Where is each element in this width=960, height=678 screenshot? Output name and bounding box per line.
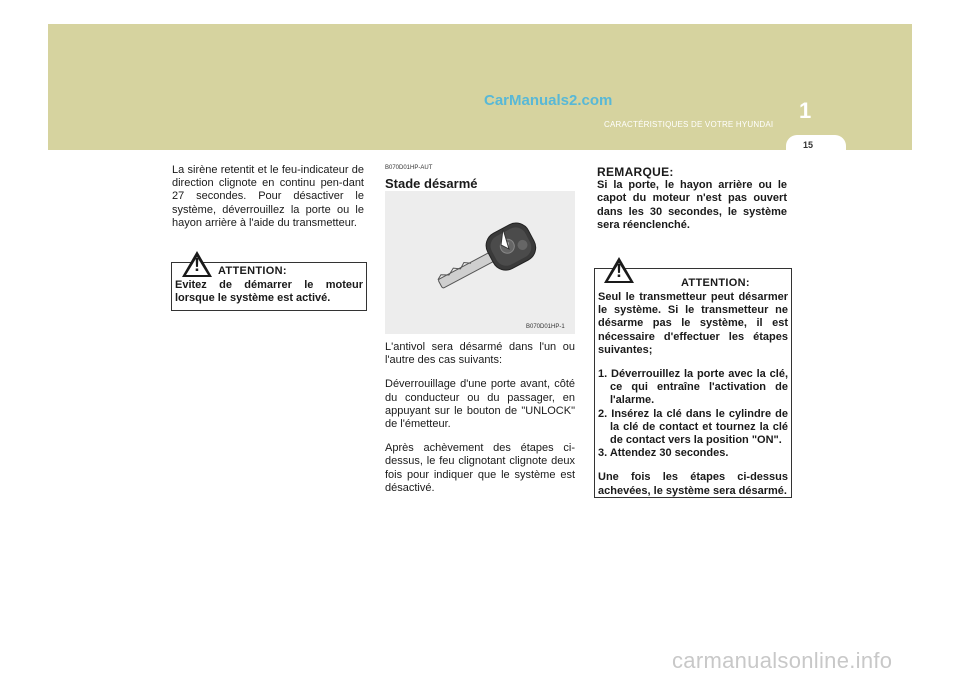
key-image xyxy=(385,191,575,334)
exclamation-icon: ! xyxy=(616,261,622,281)
column-middle-body xyxy=(385,341,575,506)
attention-title: ATTENTION: xyxy=(681,277,750,289)
header-band xyxy=(48,24,912,150)
paragraph-3: Après achèvement des étapes ci-dessus, le feu clignotant clignote deux fois pour indiquer que le système est désactivé. xyxy=(385,442,575,494)
section-code: B070D01HP-AUT xyxy=(385,165,433,171)
exclamation-icon: ! xyxy=(194,255,200,275)
attention-outro: Une fois les étapes ci-dessus achevées, le système sera désarmé. xyxy=(598,471,788,497)
site-logo-text[interactable]: CarManuals2.com xyxy=(484,92,613,109)
attention-intro: Seul le transmetteur peut désarmer le système. Si le transmetteur ne désarme pas le système, il est nécessaire d'effectuer les étapes suivantes; xyxy=(598,291,788,356)
attention-box-right xyxy=(594,261,792,498)
step-item: 1. Déverrouillez la porte avec la clé, ce qui entraîne l'activation de l'alarme. xyxy=(598,368,788,407)
chapter-number: 1 xyxy=(799,98,812,123)
paragraph-1: L'antivol sera désarmé dans l'un ou l'autre des cas suivants: xyxy=(385,341,575,367)
column-right xyxy=(597,166,787,232)
paragraph-2: Déverrouillage d'une porte avant, côté du conducteur ou du passager, en appuyant sur le bouton de "UNLOCK" de l'émetteur. xyxy=(385,378,575,431)
attention-text: Evitez de démarrer le moteur lorsque le système est activé. xyxy=(175,279,363,305)
attention-box-left xyxy=(171,255,367,311)
chapter-title: CARACTÉRISTIQUES DE VOTRE HYUNDAI xyxy=(604,120,774,129)
page-number: 15 xyxy=(802,140,813,150)
watermark: carmanualsonline.info xyxy=(672,648,893,673)
attention-body xyxy=(598,291,788,509)
attention-title: ATTENTION: xyxy=(218,265,287,277)
car-key-icon xyxy=(385,191,575,334)
step-item: 3. Attendez 30 secondes. xyxy=(598,447,729,460)
intro-paragraph: La sirène retentit et le feu-indicateur de direction clignote en continu pen-dant 27 secondes. Pour désactiver le système, déverrouillez la porte ou le hayon arrière à l'aide du transmetteur. xyxy=(172,164,364,229)
section-heading: Stade désarmé xyxy=(385,176,478,192)
step-item: 2. Insérez la clé dans le cylindre de la clé de contact et tournez la clé de contact vers la position "ON". xyxy=(598,407,788,447)
column-left xyxy=(172,164,364,241)
steps-list xyxy=(598,368,788,460)
remark-title: REMARQUE: xyxy=(597,165,674,179)
image-caption: B070D01HP-1 xyxy=(526,324,565,330)
remark-text: Si la porte, le hayon arrière ou le capot du moteur n'est pas ouvert dans les 30 secondes, le système sera réenclenché. xyxy=(597,179,787,231)
